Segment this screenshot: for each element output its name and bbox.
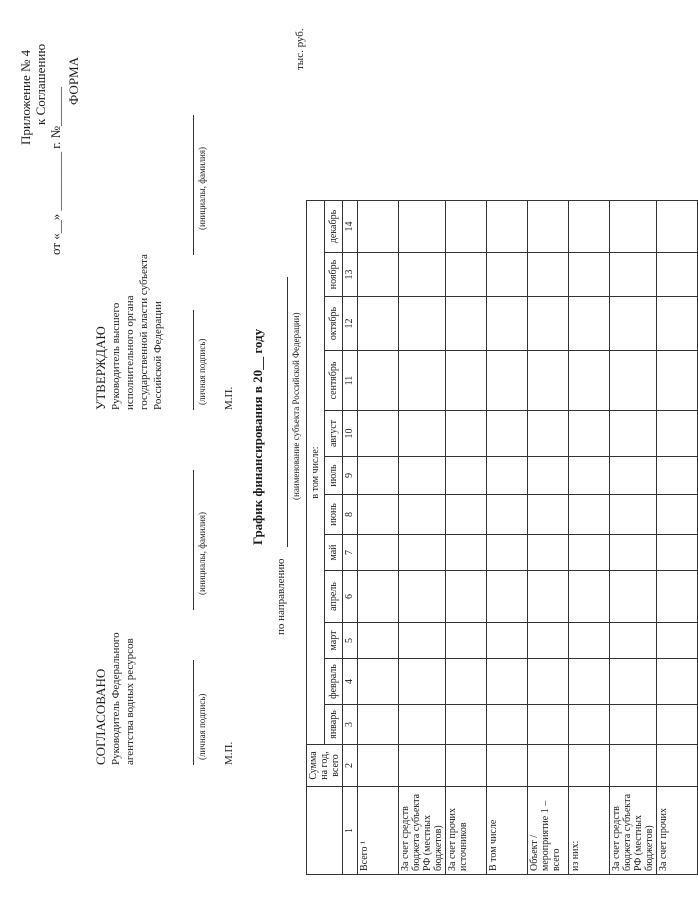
table-cell (610, 297, 657, 351)
table-cell (446, 201, 487, 253)
direction-label: по направлению (275, 558, 287, 635)
appendix-number: Приложение № 4 (18, 49, 33, 145)
row-label: Объект / мероприятие 1 – всего (528, 787, 569, 875)
table-cell (569, 253, 610, 297)
table-cell (528, 745, 569, 787)
table-cell (657, 457, 698, 495)
approved-stamp: М.П. (223, 386, 235, 410)
table-cell (610, 253, 657, 297)
header-month: январь (325, 705, 343, 745)
table-cell (610, 495, 657, 535)
table-cell (610, 201, 657, 253)
table-cell (569, 705, 610, 745)
row-label: Всего ¹ (358, 787, 399, 875)
table-cell (487, 705, 528, 745)
table-cell (487, 411, 528, 457)
row-label: За счет прочих источников (446, 787, 487, 875)
table-row (399, 201, 446, 875)
table-cell (657, 351, 698, 411)
table-cell (487, 535, 528, 571)
table-cell (569, 201, 610, 253)
agreed-signature-caption: (личная подпись) (197, 693, 207, 760)
row-label: В том числе (487, 787, 528, 875)
table-cell (528, 623, 569, 659)
table-cell (610, 535, 657, 571)
agreed-initials-caption: (инициалы, фамилия) (197, 512, 207, 595)
table-cell (446, 253, 487, 297)
table-cell (528, 659, 569, 705)
table-cell (358, 411, 399, 457)
table-cell (610, 745, 657, 787)
table-cell (399, 201, 446, 253)
table-cell (399, 351, 446, 411)
table-cell (657, 659, 698, 705)
table-cell (610, 411, 657, 457)
header-sum: Сумма на год, всего (307, 745, 343, 787)
table-cell (487, 571, 528, 623)
header-in-total: в том числе: (307, 201, 325, 745)
agreed-line-2: агентства водных ресурсов (124, 638, 136, 765)
row-label: из них: (569, 787, 610, 875)
column-number: 12 (343, 297, 358, 351)
table-cell (358, 495, 399, 535)
table-cell (487, 745, 528, 787)
table-cell (358, 623, 399, 659)
table-cell (487, 659, 528, 705)
table-cell (399, 297, 446, 351)
document-title: График финансирования в 20__ году (250, 328, 265, 545)
agreed-line-1: Руководитель Федерального (110, 632, 122, 765)
table-row (657, 201, 698, 875)
table-cell (657, 297, 698, 351)
agreed-title: СОГЛАСОВАНО (93, 668, 108, 765)
table-cell (487, 201, 528, 253)
table-cell (569, 411, 610, 457)
table-cell (528, 705, 569, 745)
approved-line-1: Руководитель высшего (110, 302, 122, 410)
column-number: 5 (343, 623, 358, 659)
header-month: сентябрь (325, 351, 343, 411)
table-cell (446, 745, 487, 787)
table-cell (487, 623, 528, 659)
appendix-agreement: к Соглашению (33, 43, 48, 125)
approved-line-4: Российской Федерации (152, 301, 164, 410)
column-number: 14 (343, 201, 358, 253)
header-month: ноябрь (325, 253, 343, 297)
table-cell (657, 623, 698, 659)
table-cell (399, 495, 446, 535)
table-cell (610, 571, 657, 623)
table-cell (399, 457, 446, 495)
table-cell (399, 411, 446, 457)
column-number: 13 (343, 253, 358, 297)
table-cell (569, 659, 610, 705)
table-cell (358, 659, 399, 705)
agreement-date-line: от «__» _________ г. №______ (48, 86, 63, 255)
table-cell (358, 351, 399, 411)
table-cell (569, 745, 610, 787)
table-cell (446, 495, 487, 535)
table-cell (528, 351, 569, 411)
header-month: октябрь (325, 297, 343, 351)
column-number: 3 (343, 705, 358, 745)
table-cell (569, 571, 610, 623)
table-row (358, 201, 399, 875)
table-cell (358, 297, 399, 351)
table-cell (528, 571, 569, 623)
table-cell (569, 535, 610, 571)
table-cell (528, 253, 569, 297)
table-cell (358, 745, 399, 787)
table-cell (358, 457, 399, 495)
table-cell (657, 745, 698, 787)
table-cell (358, 571, 399, 623)
approved-line-3: государственной власти субъекта (138, 254, 150, 410)
table-cell (446, 623, 487, 659)
table-cell (399, 745, 446, 787)
column-number: 8 (343, 495, 358, 535)
header-month: декабрь (325, 201, 343, 253)
agreed-stamp: М.П. (223, 741, 235, 765)
units-label: тыс. руб. (294, 28, 306, 70)
approved-initials-caption: (инициалы, фамилия) (197, 147, 207, 230)
table-header-row-1 (307, 201, 325, 875)
table-cell (657, 571, 698, 623)
table-cell (610, 659, 657, 705)
form-label: ФОРМА (66, 57, 81, 105)
agreed-signature-line (193, 660, 194, 765)
header-month: март (325, 623, 343, 659)
table-cell (528, 201, 569, 253)
table-cell (569, 623, 610, 659)
header-month: июнь (325, 495, 343, 535)
financing-schedule-table (306, 200, 698, 875)
table-cell (446, 535, 487, 571)
table-row (446, 201, 487, 875)
table-cell (399, 705, 446, 745)
table-cell (446, 297, 487, 351)
table-cell (528, 411, 569, 457)
table-cell (657, 201, 698, 253)
table-row (569, 201, 610, 875)
table-cell (569, 495, 610, 535)
table-cell (358, 705, 399, 745)
table-cell (657, 253, 698, 297)
header-month: июль (325, 457, 343, 495)
row-label: За счет средств бюджета субъекта РФ (местных бюджетов) (610, 787, 657, 875)
table-cell (528, 457, 569, 495)
table-row (487, 201, 528, 875)
row-label: За счет средств бюджета субъекта РФ (местных бюджетов) (399, 787, 446, 875)
table-cell (446, 411, 487, 457)
approved-signature-caption: (личная подпись) (197, 338, 207, 405)
header-month: апрель (325, 571, 343, 623)
table-cell (657, 535, 698, 571)
header-month: август (325, 411, 343, 457)
header-blank-cell (307, 787, 343, 875)
table-cell (528, 495, 569, 535)
table-cell (399, 659, 446, 705)
table-cell (446, 457, 487, 495)
column-number: 4 (343, 659, 358, 705)
approved-line-2: исполнительного органа (124, 295, 136, 410)
column-number: 9 (343, 457, 358, 495)
table-cell (569, 457, 610, 495)
column-number: 6 (343, 571, 358, 623)
header-month: февраль (325, 659, 343, 705)
table-cell (610, 623, 657, 659)
table-cell (657, 495, 698, 535)
table-row (528, 201, 569, 875)
column-number: 11 (343, 351, 358, 411)
column-number: 1 (343, 787, 358, 875)
table-cell (446, 571, 487, 623)
column-number: 2 (343, 745, 358, 787)
table-cell (446, 705, 487, 745)
agreed-initials-line (193, 470, 194, 610)
table-cell (528, 297, 569, 351)
table-cell (487, 253, 528, 297)
subject-caption: (наименование субъекта Российской Федерации) (291, 312, 301, 500)
table-cell (399, 535, 446, 571)
table-cell (487, 297, 528, 351)
table-cell (399, 253, 446, 297)
direction-line (287, 277, 288, 547)
table-cell (399, 623, 446, 659)
table-cell (569, 297, 610, 351)
table-cell (528, 535, 569, 571)
table-cell (657, 411, 698, 457)
table-cell (358, 201, 399, 253)
table-cell (610, 351, 657, 411)
column-number: 10 (343, 411, 358, 457)
table-row (610, 201, 657, 875)
row-label: За счет прочих (657, 787, 698, 875)
table-cell (358, 535, 399, 571)
table-cell (610, 457, 657, 495)
table-cell (358, 253, 399, 297)
table-cell (487, 457, 528, 495)
header-month: май (325, 535, 343, 571)
table-cell (446, 659, 487, 705)
table-cell (569, 351, 610, 411)
approved-signature-line (193, 310, 194, 410)
column-number: 7 (343, 535, 358, 571)
table-cell (399, 571, 446, 623)
approved-initials-line (193, 115, 194, 255)
approved-title: УТВЕРЖДАЮ (93, 326, 108, 410)
table-cell (610, 705, 657, 745)
table-cell (657, 705, 698, 745)
table-cell (487, 351, 528, 411)
table-cell (446, 351, 487, 411)
table-column-numbers (343, 201, 358, 875)
table-cell (487, 495, 528, 535)
